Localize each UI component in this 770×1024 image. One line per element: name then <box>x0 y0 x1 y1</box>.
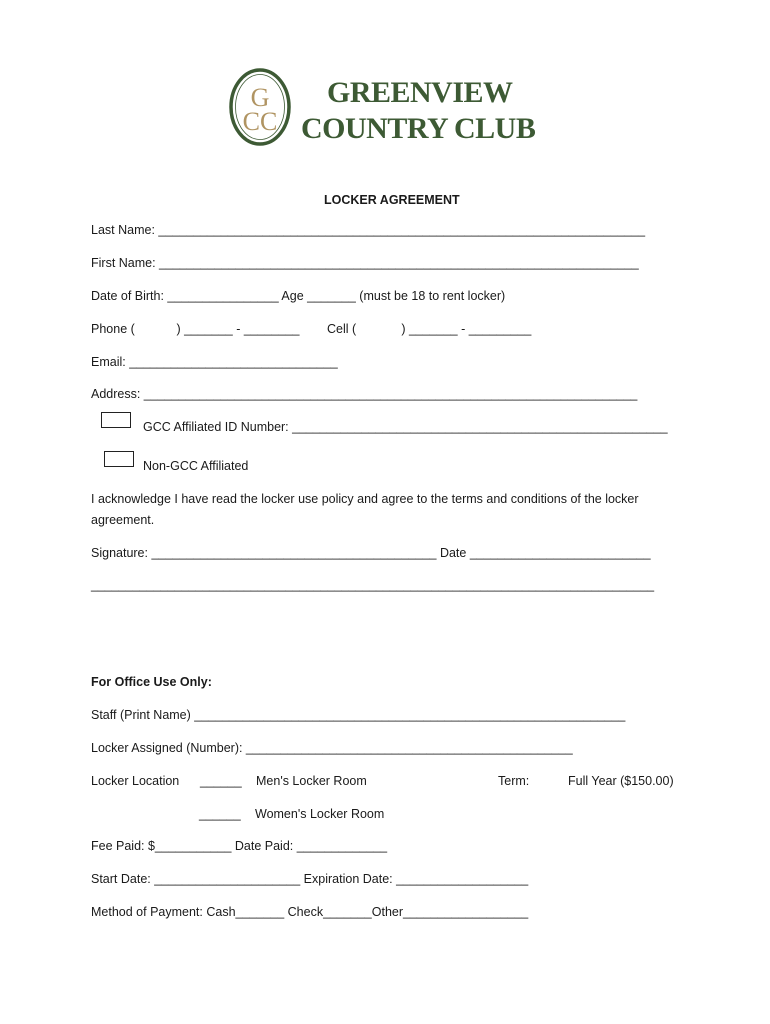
womens-locker-blank[interactable]: ______ <box>199 807 241 821</box>
blank-full-line[interactable]: _________________________________________________________________________________ <box>91 578 655 592</box>
phone-field[interactable]: Phone ( ) _______ - ________ <box>91 322 300 336</box>
cell-field[interactable]: Cell ( ) _______ - _________ <box>327 322 532 336</box>
method-of-payment-field[interactable]: Method of Payment: Cash_______ Check_______Other__________________ <box>91 905 529 919</box>
gcc-affiliated-checkbox[interactable] <box>101 412 131 428</box>
last-name-field[interactable]: Last Name: ______________________________________________________________________ <box>91 223 646 237</box>
address-field[interactable]: Address: _______________________________________________________________________ <box>91 387 638 401</box>
non-gcc-affiliated-label: Non-GCC Affiliated <box>143 459 249 473</box>
svg-text:G: G <box>250 83 270 112</box>
womens-locker-label: Women's Locker Room <box>255 807 385 821</box>
signature-date-field[interactable]: Signature: _________________________________________ Date __________________________ <box>91 546 651 560</box>
email-field[interactable]: Email: ______________________________ <box>91 355 338 369</box>
term-label: Term: <box>498 774 530 788</box>
start-expiration-date-field[interactable]: Start Date: _____________________ Expiration Date: ___________________ <box>91 872 529 886</box>
locker-location-label: Locker Location <box>91 774 180 788</box>
staff-name-field[interactable]: Staff (Print Name) ______________________________________________________________ <box>91 708 626 722</box>
first-name-field[interactable]: First Name: _____________________________________________________________________ <box>91 256 639 270</box>
non-gcc-affiliated-checkbox[interactable] <box>104 451 134 467</box>
logo-line-1: GREENVIEW <box>327 76 513 109</box>
mens-locker-blank[interactable]: ______ <box>200 774 242 788</box>
dob-age-field[interactable]: Date of Birth: ________________ Age _______ (must be 18 to rent locker) <box>91 289 506 303</box>
logo-line-2: COUNTRY CLUB <box>301 112 536 145</box>
form-title: LOCKER AGREEMENT <box>324 193 460 207</box>
acknowledgement-line-1: I acknowledge I have read the locker use policy and agree to the terms and conditions of the locker <box>91 492 639 506</box>
acknowledgement-line-2: agreement. <box>91 513 155 527</box>
mens-locker-label: Men's Locker Room <box>256 774 367 788</box>
gcc-affiliated-id-field[interactable]: GCC Affiliated ID Number: ______________________________________________________ <box>143 420 668 434</box>
fee-date-paid-field[interactable]: Fee Paid: $___________ Date Paid: _____________ <box>91 839 388 853</box>
svg-text:CC: CC <box>242 107 278 136</box>
term-value: Full Year ($150.00) <box>568 774 674 788</box>
office-use-heading: For Office Use Only: <box>91 675 212 689</box>
locker-assigned-field[interactable]: Locker Assigned (Number): _______________________________________________ <box>91 741 573 755</box>
gcc-seal-logo <box>229 68 291 146</box>
